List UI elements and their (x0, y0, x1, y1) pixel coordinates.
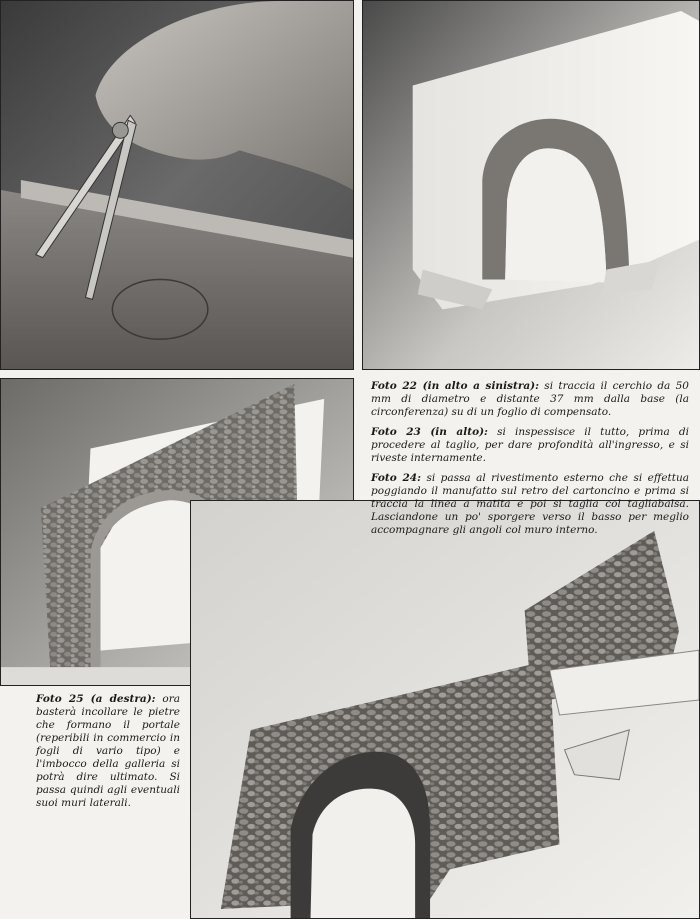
caption-foto-24-label: Foto 24: (371, 472, 421, 484)
photo-23-white-arch (362, 0, 700, 370)
caption-foto-23-text: si inspessisce il tutto, prima di procedere al taglio, per dare profondità all'ingresso, e si riveste internamente. (371, 426, 689, 464)
caption-foto-23 (371, 426, 689, 465)
caption-foto-24-text: si passa al rivestimento esterno che si effettua poggiando il manufatto sul retro del cartoncino e prima si traccia la linea a matita e poi si taglia col tagliabalsa. Lasciandone un po' sporgere verso il basso per meglio accompagnare gli angoli col muro interno. (371, 472, 689, 536)
photo-25-finished-portal (190, 500, 700, 919)
caption-foto-25-text: ora basterà incollare le pietre che formano il portale (reperibili in commercio in fogli di vario tipo) e l'imbocco della galleria si potrà dire ultimato. Si passa quindi agli eventuali suoi muri laterali. (36, 693, 180, 809)
caption-foto-23-label: Foto 23 (in alto): (371, 426, 488, 438)
caption-foto-22 (371, 380, 689, 419)
caption-foto-24 (371, 472, 689, 537)
caption-foto-25-label: Foto 25 (a destra): (36, 693, 156, 705)
caption-foto-25 (36, 693, 180, 810)
caption-foto-22-label: Foto 22 (in alto a sinistra): (371, 380, 539, 392)
caption-foto-22-text: si traccia il cerchio da 50 mm di diametro e distante 37 mm dalla base (la circonferenza) su di un foglio di compensato. (371, 380, 689, 418)
photo-22-compass-on-plywood (0, 0, 354, 370)
caption-block-right (371, 380, 689, 544)
caption-block-left (36, 693, 180, 817)
